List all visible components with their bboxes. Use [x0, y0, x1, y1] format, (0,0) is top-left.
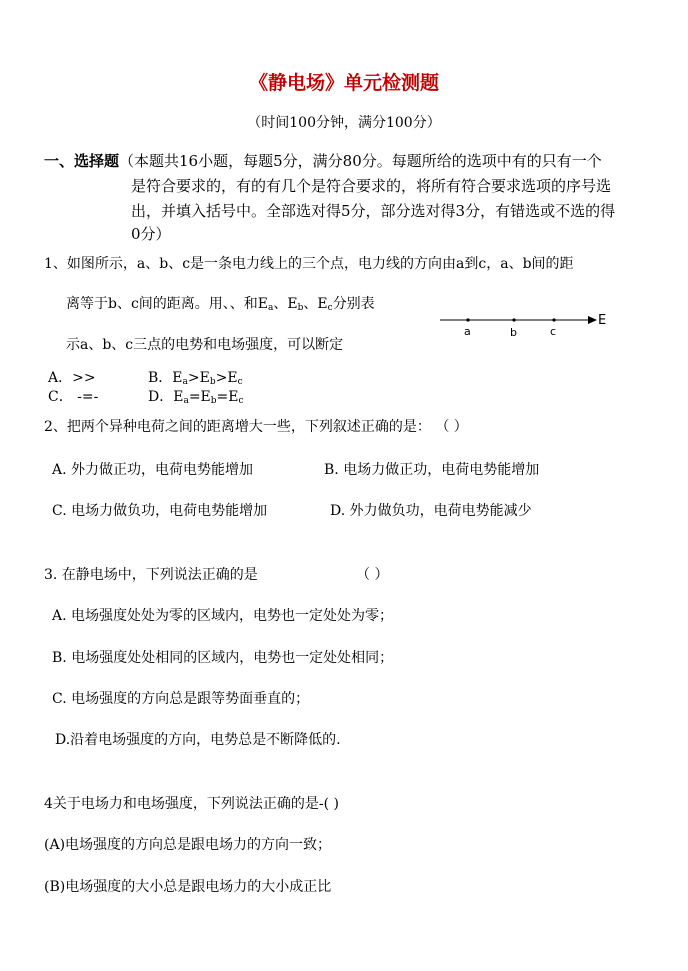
section-line-1: （本题共16小题，每题5分，满分80分。每题所给的选项中有的只有一个	[119, 152, 602, 170]
q4-stem: 4关于电场力和电场强度，下列说法正确的是-( )	[44, 796, 340, 812]
q1-option-d: D．$E_a=E_b=E_c$	[148, 389, 244, 406]
label-E: E	[598, 313, 607, 328]
q3-option-c: C. 电场强度的方向总是跟等势面垂直的；	[52, 691, 310, 707]
q2-option-b: B. 电场力做正功，电荷电势能增加	[324, 462, 540, 478]
label-a: a	[464, 325, 471, 338]
page-subtitle: （时间100分钟，满分100分）	[247, 115, 441, 131]
q3-answer-bracket: （ ）	[356, 567, 389, 583]
q1-option-c: C． -=-	[48, 389, 99, 405]
q1-line-2: 离等于b、c间的距离。用、、和$E_a$、$E_b$、$E_c$分别表	[66, 296, 375, 313]
q3-option-b: B. 电场强度处处相同的区域内，电势也一定处处相同；	[52, 650, 394, 666]
field-line-diagram	[436, 308, 616, 340]
q2-stem: 2、把两个异种电荷之间的距离增大一些，下列叙述正确的是： （ ）	[44, 419, 468, 435]
point-c-dot	[552, 318, 555, 321]
label-b: b	[510, 326, 517, 339]
q1-line-1: 1、如图所示，a、b、c是一条电力线上的三个点，电力线的方向由a到c，a、b间的距	[44, 256, 574, 272]
section-line-4: 0分）	[131, 225, 171, 243]
label-c: c	[550, 325, 557, 338]
page-title: 《静电场》单元检测题	[248, 72, 439, 94]
q1-option-b: B．$E_a>E_b>E_c$	[148, 370, 243, 387]
q2-option-c: C. 电场力做负功，电荷电势能增加	[52, 503, 268, 519]
q2-option-a: A. 外力做正功，电荷电势能增加	[52, 462, 254, 478]
q3-option-a: A. 电场强度处处为零的区域内，电势也一定处处为零；	[52, 608, 394, 624]
q3-stem: 3. 在静电场中，下列说法正确的是	[44, 567, 258, 583]
q1-option-a: A．>>	[48, 370, 96, 386]
section-line-3: 出，并填入括号中。全部选对得5分，部分选对得3分，有错选或不选的得	[131, 202, 616, 220]
q2-option-d: D. 外力做负功，电荷电势能减少	[330, 503, 532, 519]
section-line-2: 是符合要求的，有的有几个是符合要求的，将所有符合要求选项的序号选	[131, 177, 612, 195]
section-instructions	[44, 150, 602, 171]
q4-option-b: (B)电场强度的大小总是跟电场力的大小成正比	[44, 879, 332, 895]
q4-option-a: (A)电场强度的方向总是跟电场力的方向一致；	[44, 837, 332, 853]
q1-line-3: 示a、b、c三点的电势和电场强度，可以断定	[66, 337, 344, 353]
field-arrowhead	[588, 316, 597, 324]
point-b-dot	[512, 318, 515, 321]
q3-option-d: D.沿着电场强度的方向，电势总是不断降低的.	[55, 732, 341, 748]
point-a-dot	[466, 318, 469, 321]
section-head: 一、选择题	[44, 152, 120, 170]
